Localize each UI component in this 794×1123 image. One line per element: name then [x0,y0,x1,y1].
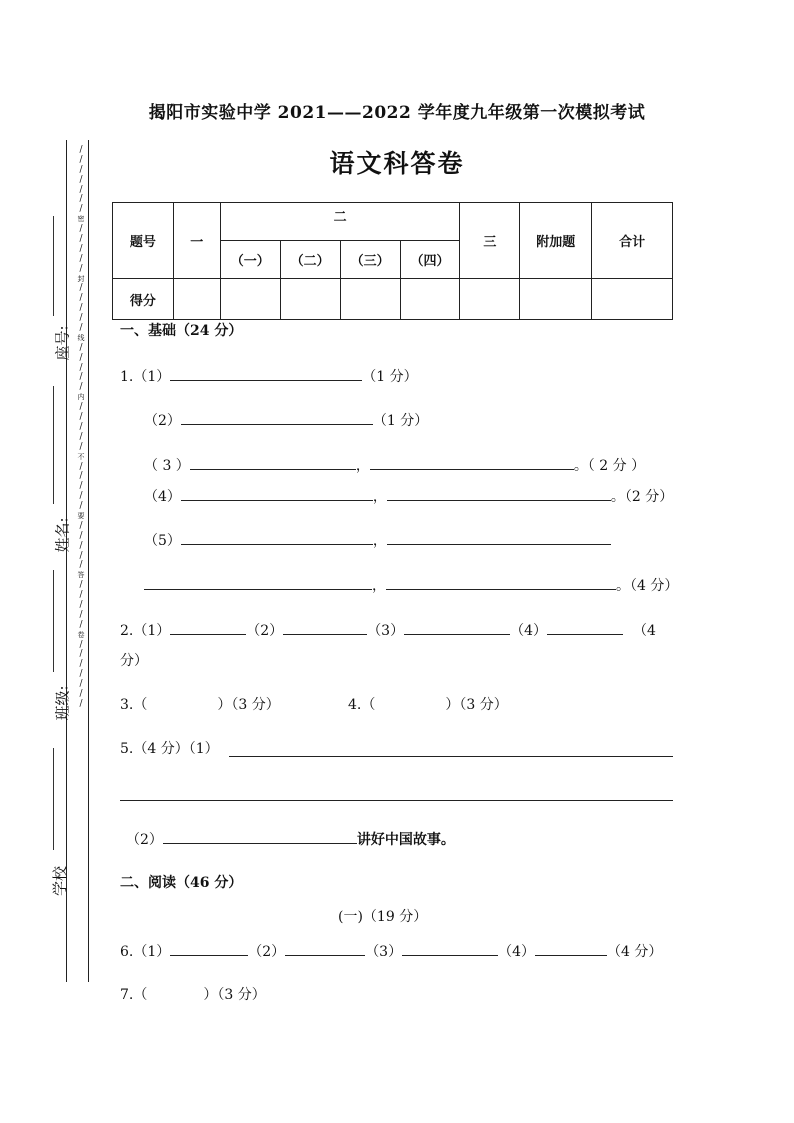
class-blank-line [53,570,54,672]
class-label: 班级: [53,685,72,721]
seal-slash: / [79,342,83,353]
q1-3-points: 。（ 2 分 ） [573,458,646,474]
q7-row: 7.（ ）（3 分） [120,987,266,1003]
seal-slash: / [79,609,83,620]
part1-title: 一、基础（24 分） [120,323,243,339]
q1-2-row [144,410,428,431]
q6-2-blank[interactable] [285,941,365,956]
q2-points-b: 分） [120,653,148,669]
header-cell-part1: 一 [173,203,220,279]
q1-5-continued-row [144,575,678,596]
q1-2-points: （1 分） [372,413,429,429]
name-label: 姓名: [53,517,72,553]
seal-slash: / [79,688,83,699]
seal-slash: / [79,590,83,601]
q1-3-sep: ， [355,458,370,474]
score-cell[interactable] [460,279,520,320]
seal-slash: / [79,283,83,294]
header-cell-question: 题号 [113,203,174,279]
q6-1-label: 6.（1） [120,944,171,960]
q4-row: 4.（ ）（3 分） [348,697,508,713]
seat-blank-line [53,216,54,316]
header-cell-part3: 三 [460,203,520,279]
score-cell[interactable] [592,279,673,320]
seal-slash: / [79,184,83,195]
q6-row [120,941,662,962]
seal-slash: / [79,520,83,531]
seal-slash: / [79,421,83,432]
q3-row: 3.（ ）（3 分） [120,697,280,713]
seal-line [74,146,88,710]
part2-title: 二、阅读（46 分） [120,875,243,891]
header-cell-total: 合计 [592,203,673,279]
sub-cell-3: （三） [340,241,400,279]
seal-slash: / [79,234,83,245]
seal-char: 卷 [77,630,85,639]
q1-4-blank-a[interactable] [181,486,373,501]
q5-2-label: （2） [126,832,163,848]
q5-2-suffix: 讲好中国故事。 [356,832,455,848]
seal-slash: / [79,263,83,274]
q6-1-blank[interactable] [170,941,248,956]
q2-1-blank[interactable] [170,620,246,635]
seal-slash: / [79,461,83,472]
q2-points-a: （4 [633,623,656,639]
q1-5-label: （5） [144,533,181,549]
q1-1-row [120,366,418,387]
score-cell[interactable] [173,279,220,320]
score-cell[interactable] [280,279,340,320]
q2-2-label: （2） [246,623,284,639]
seal-slash: / [79,639,83,650]
q1-3-label: （ 3 ） [144,458,190,474]
part2-subsection: (一)（19 分） [338,909,428,925]
q2-4-blank[interactable] [547,620,623,635]
q1-5-blank-a[interactable] [181,530,373,545]
seal-slash: / [79,362,83,373]
seal-char: 密 [77,215,85,224]
seal-slash: / [79,530,83,541]
q2-row [120,620,656,641]
q1-1-blank[interactable] [170,366,362,381]
seal-slash: / [79,669,83,680]
seal-slash: / [79,303,83,314]
score-table [112,202,673,320]
score-row-label: 得分 [113,279,174,320]
q1-3-blank-b[interactable] [370,455,574,470]
seal-slash: / [79,431,83,442]
seal-slash: / [79,323,83,334]
q5-label: 5.（4 分）（1） [120,741,219,757]
q6-4-label: （4） [498,944,536,960]
seal-slash: / [79,145,83,155]
q5-1-blank-line2[interactable] [120,800,673,801]
q1-5-blank-c[interactable] [144,575,372,590]
q2-1-label: 2.（1） [120,623,171,639]
q6-points: （4 分） [607,944,663,960]
q1-4-row [144,486,673,507]
q1-5-blank-b[interactable] [387,530,611,545]
school-label: 学校 [51,865,70,897]
q1-5-sep: ， [372,533,387,549]
q1-5b-sep: ， [372,578,386,594]
header-cell-bonus: 附加题 [520,203,592,279]
q2-3-label: （3） [367,623,405,639]
q1-1-points: （1 分） [362,369,418,385]
seal-slash: / [79,580,83,591]
seal-slash: / [79,293,83,304]
q6-2-label: （2） [248,944,286,960]
seal-slash: / [79,550,83,561]
seal-slash: / [79,402,83,413]
seal-slash: / [79,313,83,324]
score-cell[interactable] [400,279,460,320]
q6-3-label: （3） [365,944,403,960]
subject-title: 语文科答卷 [329,149,465,178]
score-cell[interactable] [340,279,400,320]
q5-1-blank[interactable] [229,756,673,757]
seal-char: 答 [77,571,85,580]
sub-cell-4: （四） [400,241,460,279]
sub-cell-1: （一） [220,241,280,279]
q6-4-blank[interactable] [535,941,607,956]
q1-5-row [144,530,611,551]
school-blank-line [53,748,54,850]
seal-char: 不 [77,452,85,461]
seal-slash: / [79,253,83,264]
q1-5b-points: 。（4 分） [616,578,679,594]
q1-1-label: 1.（1） [120,369,171,385]
q1-3-blank-a[interactable] [190,455,356,470]
seal-slash: / [79,412,83,423]
q1-5-blank-d[interactable] [386,575,616,590]
binding-line-right [88,140,89,982]
seat-label: 座号: [53,325,72,361]
seal-char: 要 [77,511,85,520]
exam-title: 揭阳市实验中学 2021——2022 学年度九年级第一次模拟考试 [148,103,646,123]
header-cell-part2: 二 [220,203,460,241]
seal-slash: / [79,372,83,383]
seal-slash: / [79,471,83,482]
q1-4-blank-b[interactable] [387,486,611,501]
q1-4-label: （4） [144,489,181,505]
seal-slash: / [79,560,83,571]
seal-char: 内 [77,393,85,402]
q2-4-label: （4） [510,623,548,639]
seal-slash: / [79,599,83,610]
seal-slash: / [79,441,83,452]
q5-2-blank[interactable] [163,829,357,844]
seal-slash: / [79,481,83,492]
seal-slash: / [79,243,83,254]
seal-char: 封 [77,274,85,283]
seal-slash: / [79,649,83,660]
score-cell[interactable] [520,279,592,320]
seal-slash: / [79,679,83,690]
seal-slash: / [79,659,83,670]
seal-slash: / [79,224,83,235]
seal-slash: / [79,540,83,551]
seal-slash: / [79,619,83,630]
score-cell[interactable] [220,279,280,320]
q5-2-row [126,829,455,850]
seal-slash: / [79,194,83,205]
q6-3-blank[interactable] [402,941,498,956]
name-blank-line [53,386,54,504]
seal-char: 线 [77,333,85,342]
seal-slash: / [79,501,83,512]
seal-slash: / [79,204,83,215]
q2-3-blank[interactable] [404,620,510,635]
seal-slash: / [79,154,83,165]
seal-slash: / [79,174,83,185]
sub-cell-2: （二） [280,241,340,279]
seal-slash: / [79,382,83,393]
q1-4-sep: ， [372,489,387,505]
seal-slash: / [79,698,83,709]
q2-2-blank[interactable] [283,620,367,635]
seal-slash: / [79,352,83,363]
seal-slash: / [79,164,83,175]
q1-3-row [144,455,645,476]
seal-slash: / [79,491,83,502]
q1-4-points: 。（2 分） [610,489,674,505]
q1-2-blank[interactable] [181,410,373,425]
q1-2-label: （2） [144,413,181,429]
binding-line-left [66,140,67,982]
